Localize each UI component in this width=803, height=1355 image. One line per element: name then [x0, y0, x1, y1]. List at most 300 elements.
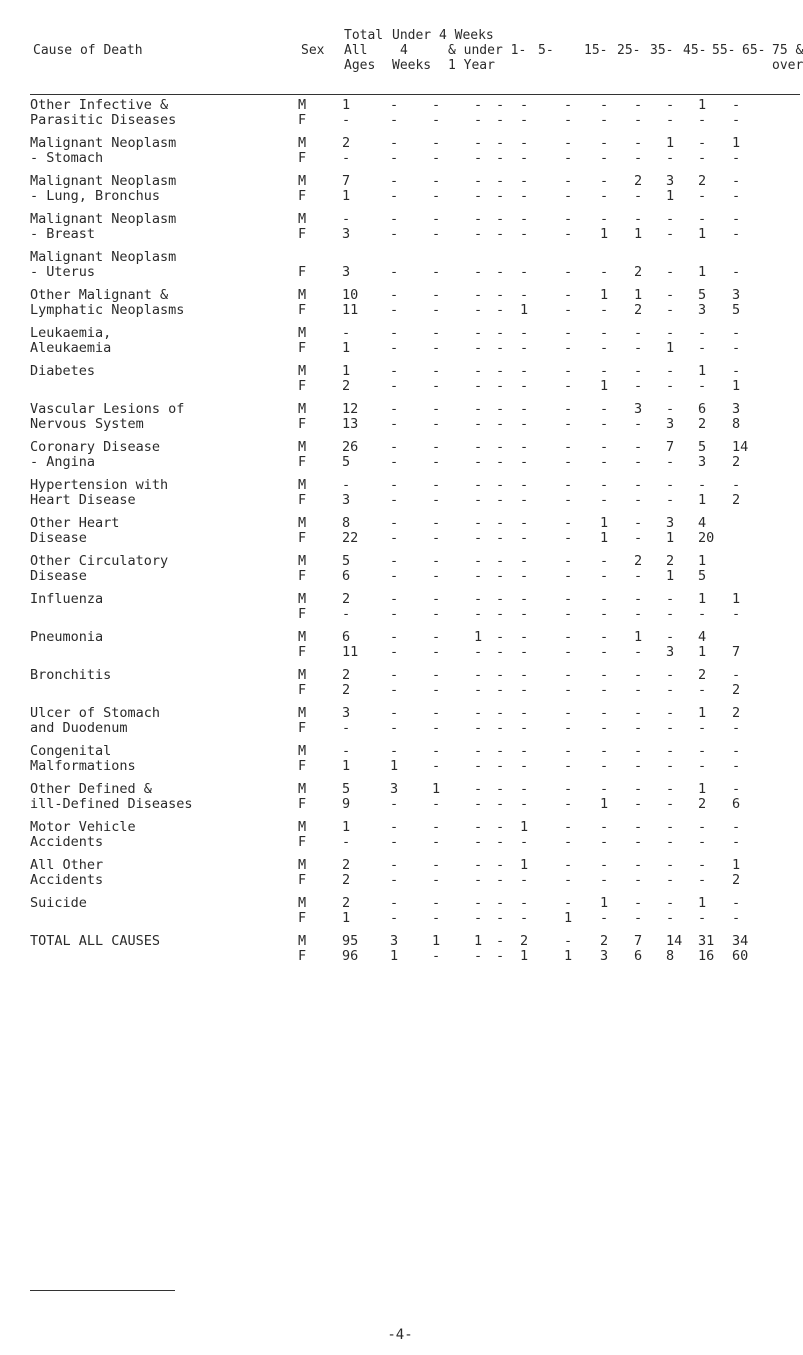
value-cell: 1 [342, 97, 351, 113]
value-cell: - [496, 150, 505, 166]
value-cell: - [496, 591, 505, 607]
value-cell [634, 250, 666, 265]
value-cell: 5 [698, 439, 707, 455]
sex-cell: M [298, 477, 307, 493]
value-cell: - [520, 363, 529, 379]
value-cell: - [564, 112, 573, 128]
value-cell: - [666, 705, 675, 721]
table-row [30, 592, 770, 607]
value-cell: - [564, 211, 573, 227]
value-cell: 2 [342, 667, 351, 683]
cause-cell [30, 911, 298, 926]
value-cell: - [520, 682, 529, 698]
cause-cell: Ulcer of Stomach [30, 705, 161, 721]
value-cell: - [634, 591, 643, 607]
table-row [30, 835, 770, 850]
value-cell: - [432, 553, 441, 569]
sex-cell: M [298, 439, 307, 455]
value-cell: - [732, 477, 741, 493]
value-cell: - [634, 743, 643, 759]
value-cell: - [496, 819, 505, 835]
value-cell: - [390, 910, 399, 926]
value-cell: - [474, 705, 483, 721]
value-cell: - [732, 150, 741, 166]
value-cell: 1 [600, 796, 609, 812]
value-cell: - [698, 910, 707, 926]
value-cell: - [496, 188, 505, 204]
value-cell: - [496, 758, 505, 774]
sex-cell: F [298, 492, 307, 508]
cause-cell: - Uterus [30, 264, 96, 280]
value-cell: - [432, 378, 441, 394]
value-cell: - [432, 872, 441, 888]
table-row [30, 569, 770, 584]
value-cell: 1 [698, 97, 707, 113]
header-sex: Sex [301, 43, 325, 58]
value-cell: - [474, 264, 483, 280]
value-cell: 22 [342, 530, 359, 546]
cause-cell: Parasitic Diseases [30, 112, 177, 128]
value-cell: - [564, 606, 573, 622]
value-cell: - [666, 667, 675, 683]
sex-cell: M [298, 743, 307, 759]
value-cell: - [634, 530, 643, 546]
value-cell: - [432, 743, 441, 759]
value-cell: 1 [732, 135, 741, 151]
value-cell: - [496, 302, 505, 318]
value-cell: - [474, 150, 483, 166]
value-cell: - [732, 226, 741, 242]
value-cell: - [634, 819, 643, 835]
value-cell: 2 [634, 173, 643, 189]
value-cell: - [496, 872, 505, 888]
value-cell: - [666, 401, 675, 417]
value-cell: 2 [698, 667, 707, 683]
table-row [30, 303, 770, 318]
value-cell: - [390, 340, 399, 356]
value-cell: 3 [698, 454, 707, 470]
value-cell: - [474, 302, 483, 318]
value-cell: - [496, 325, 505, 341]
value-cell: - [390, 819, 399, 835]
value-cell: 8 [666, 948, 675, 964]
value-cell: - [432, 720, 441, 736]
value-cell: 1 [732, 591, 741, 607]
value-cell: - [520, 910, 529, 926]
value-cell: - [432, 705, 441, 721]
value-cell: - [600, 705, 609, 721]
value-cell: 1 [564, 948, 573, 964]
value-cell: - [432, 644, 441, 660]
value-cell: - [496, 530, 505, 546]
value-cell: - [634, 796, 643, 812]
value-cell: - [634, 705, 643, 721]
value-cell: - [390, 872, 399, 888]
value-cell: - [732, 834, 741, 850]
value-cell: 1 [698, 553, 707, 569]
value-cell: - [474, 325, 483, 341]
value-cell: - [564, 173, 573, 189]
value-cell: - [732, 188, 741, 204]
row-spacer [30, 622, 770, 630]
value-cell: 8 [732, 416, 741, 432]
value-cell [520, 250, 564, 265]
value-cell: - [698, 682, 707, 698]
value-cell: - [520, 530, 529, 546]
value-cell: 2 [520, 933, 529, 949]
row-spacer [30, 736, 770, 744]
table-row [30, 227, 770, 242]
cause-cell: Disease [30, 568, 87, 584]
sex-cell: F [298, 948, 307, 964]
value-cell: - [474, 112, 483, 128]
table-row [30, 721, 770, 736]
table-row [30, 136, 770, 151]
value-cell: 1 [520, 819, 529, 835]
value-cell: - [432, 910, 441, 926]
value-cell: 6 [342, 568, 351, 584]
value-cell: - [496, 553, 505, 569]
sex-cell: F [298, 302, 307, 318]
value-cell: 3 [390, 781, 399, 797]
value-cell: - [474, 819, 483, 835]
value-cell: 1 [600, 226, 609, 242]
value-cell: - [564, 781, 573, 797]
cause-cell: Influenza [30, 591, 104, 607]
sex-cell: M [298, 135, 307, 151]
value-cell: 1 [342, 188, 351, 204]
value-cell: - [390, 97, 399, 113]
value-cell: - [732, 895, 741, 911]
value-cell: - [342, 211, 351, 227]
value-cell [732, 569, 770, 584]
value-cell: - [432, 439, 441, 455]
value-cell: - [474, 97, 483, 113]
table-row [30, 250, 770, 265]
table-row [30, 516, 770, 531]
value-cell: - [474, 910, 483, 926]
value-cell: - [432, 211, 441, 227]
header-age-55: 55- [712, 43, 736, 58]
value-cell: 1 [520, 948, 529, 964]
table-row [30, 189, 770, 204]
value-cell: - [634, 720, 643, 736]
value-cell: - [520, 720, 529, 736]
value-cell: - [634, 325, 643, 341]
value-cell: - [666, 819, 675, 835]
value-cell: 2 [698, 416, 707, 432]
value-cell: - [634, 188, 643, 204]
value-cell: - [666, 226, 675, 242]
value-cell: 13 [342, 416, 359, 432]
cause-cell: Nervous System [30, 416, 144, 432]
value-cell: - [666, 629, 675, 645]
value-cell [474, 250, 496, 265]
spacer-cell [30, 584, 770, 592]
value-cell: 5 [342, 781, 351, 797]
value-cell: 1 [634, 287, 643, 303]
value-cell: - [474, 553, 483, 569]
value-cell: - [600, 644, 609, 660]
sex-cell: M [298, 325, 307, 341]
value-cell: - [564, 682, 573, 698]
value-cell: 1 [600, 530, 609, 546]
value-cell: - [564, 644, 573, 660]
value-cell: - [390, 796, 399, 812]
value-cell: - [666, 150, 675, 166]
value-cell: - [666, 378, 675, 394]
cause-cell: - Stomach [30, 150, 104, 166]
sex-cell: F [298, 530, 307, 546]
value-cell: - [474, 454, 483, 470]
total-underline [30, 1290, 175, 1291]
value-cell: - [474, 401, 483, 417]
value-cell: 1 [666, 188, 675, 204]
value-cell: - [564, 477, 573, 493]
value-cell: - [600, 758, 609, 774]
value-cell: 1 [698, 492, 707, 508]
cause-cell: - Angina [30, 454, 96, 470]
value-cell: - [520, 796, 529, 812]
value-cell: - [496, 895, 505, 911]
value-cell: - [666, 682, 675, 698]
value-cell: - [432, 796, 441, 812]
value-cell: - [496, 173, 505, 189]
header-age-25: 25- [617, 43, 641, 58]
sex-cell: F [298, 720, 307, 736]
value-cell: 95 [342, 933, 359, 949]
value-cell: - [432, 325, 441, 341]
value-cell: - [564, 401, 573, 417]
value-cell: - [432, 591, 441, 607]
cause-cell [30, 949, 298, 964]
table-row [30, 98, 770, 113]
value-cell: 2 [634, 264, 643, 280]
value-cell: 3 [390, 933, 399, 949]
value-cell: - [496, 933, 505, 949]
header-age-75: 75 & [772, 43, 803, 58]
table-row [30, 782, 770, 797]
value-cell: 1 [634, 629, 643, 645]
cause-cell [30, 645, 298, 660]
value-cell: 2 [342, 872, 351, 888]
value-cell [496, 250, 520, 265]
value-cell: - [698, 150, 707, 166]
value-cell: 3 [698, 302, 707, 318]
value-cell: - [390, 226, 399, 242]
value-cell: - [432, 682, 441, 698]
value-cell: - [390, 211, 399, 227]
value-cell: 7 [634, 933, 643, 949]
value-cell: - [496, 340, 505, 356]
table-row [30, 645, 770, 660]
sex-cell: M [298, 781, 307, 797]
value-cell: - [432, 363, 441, 379]
value-cell: - [634, 606, 643, 622]
value-cell: - [496, 781, 505, 797]
value-cell: 3 [666, 173, 675, 189]
value-cell: - [634, 667, 643, 683]
value-cell: - [496, 211, 505, 227]
value-cell: 31 [698, 933, 715, 949]
sex-cell: M [298, 515, 307, 531]
value-cell: 5 [698, 287, 707, 303]
value-cell: - [390, 834, 399, 850]
value-cell: 1 [342, 910, 351, 926]
value-cell: 4 [698, 629, 707, 645]
value-cell: 11 [342, 644, 359, 660]
value-cell: 3 [732, 401, 741, 417]
value-cell: - [600, 819, 609, 835]
value-cell: - [474, 682, 483, 698]
value-cell: - [520, 97, 529, 113]
spacer-cell [30, 318, 770, 326]
value-cell: - [520, 439, 529, 455]
cause-cell: Suicide [30, 895, 87, 911]
value-cell: - [698, 606, 707, 622]
value-cell: - [600, 173, 609, 189]
value-cell: - [732, 340, 741, 356]
value-cell: - [564, 439, 573, 455]
value-cell: - [342, 720, 351, 736]
value-cell: - [390, 112, 399, 128]
value-cell: - [474, 872, 483, 888]
sex-cell: M [298, 591, 307, 607]
cause-cell: Hypertension with [30, 477, 169, 493]
value-cell: - [600, 135, 609, 151]
value-cell: 1 [390, 948, 399, 964]
value-cell: - [520, 264, 529, 280]
value-cell: - [432, 287, 441, 303]
value-cell: - [432, 112, 441, 128]
value-cell: - [698, 325, 707, 341]
value-cell: - [564, 895, 573, 911]
value-cell: 3 [342, 492, 351, 508]
table-row [30, 607, 770, 622]
value-cell: 1 [698, 591, 707, 607]
value-cell: 26 [342, 439, 359, 455]
value-cell: - [342, 743, 351, 759]
value-cell: 1 [698, 644, 707, 660]
value-cell: - [390, 135, 399, 151]
value-cell: 20 [698, 530, 715, 546]
value-cell: - [564, 629, 573, 645]
value-cell: - [634, 112, 643, 128]
value-cell: - [520, 150, 529, 166]
value-cell: 2 [732, 705, 741, 721]
sex-cell: F [298, 796, 307, 812]
cause-cell [30, 607, 298, 622]
value-cell: - [342, 112, 351, 128]
value-cell: 2 [342, 135, 351, 151]
sex-cell: F [298, 112, 307, 128]
value-cell: 1 [698, 264, 707, 280]
value-cell: 1 [600, 287, 609, 303]
row-spacer [30, 888, 770, 896]
value-cell: 10 [342, 287, 359, 303]
value-cell: - [390, 895, 399, 911]
value-cell: - [390, 439, 399, 455]
cause-cell: Malignant Neoplasm [30, 211, 177, 227]
value-cell: - [732, 363, 741, 379]
value-cell: - [634, 97, 643, 113]
value-cell: - [520, 378, 529, 394]
value-cell: - [520, 834, 529, 850]
cause-cell [30, 683, 298, 698]
value-cell: 12 [342, 401, 359, 417]
value-cell: - [496, 363, 505, 379]
value-cell: - [474, 591, 483, 607]
value-cell: - [390, 454, 399, 470]
value-cell: - [564, 568, 573, 584]
cause-cell: Other Malignant & [30, 287, 169, 303]
value-cell: - [634, 135, 643, 151]
value-cell: - [432, 97, 441, 113]
value-cell: - [732, 264, 741, 280]
value-cell: - [432, 188, 441, 204]
value-cell: - [564, 796, 573, 812]
header-under4-line2: 4 [400, 43, 408, 58]
value-cell: - [390, 644, 399, 660]
value-cell: - [520, 705, 529, 721]
value-cell: - [474, 606, 483, 622]
value-cell: 7 [732, 644, 741, 660]
value-cell [732, 630, 770, 645]
value-cell: - [600, 325, 609, 341]
value-cell: - [432, 667, 441, 683]
value-cell: - [474, 743, 483, 759]
spacer-cell [30, 736, 770, 744]
value-cell [732, 516, 770, 531]
value-cell: - [520, 401, 529, 417]
value-cell: 14 [732, 439, 749, 455]
value-cell: - [666, 606, 675, 622]
table-row [30, 364, 770, 379]
spacer-cell [30, 888, 770, 896]
value-cell: - [564, 264, 573, 280]
header-age-45: 45- [683, 43, 707, 58]
value-cell: 3 [666, 644, 675, 660]
row-spacer [30, 508, 770, 516]
value-cell: - [520, 477, 529, 493]
value-cell: - [496, 378, 505, 394]
row-spacer [30, 356, 770, 364]
value-cell: - [564, 667, 573, 683]
value-cell: - [634, 515, 643, 531]
value-cell: 1 [474, 933, 483, 949]
value-cell: - [600, 667, 609, 683]
value-cell: - [496, 796, 505, 812]
value-cell: - [496, 667, 505, 683]
value-cell: - [666, 781, 675, 797]
spacer-cell [30, 660, 770, 668]
value-cell: - [600, 781, 609, 797]
value-cell: 1 [698, 705, 707, 721]
value-cell: 1 [600, 895, 609, 911]
value-cell: - [496, 264, 505, 280]
value-cell: - [698, 857, 707, 873]
value-cell: - [600, 743, 609, 759]
value-cell: 3 [732, 287, 741, 303]
value-cell: - [634, 895, 643, 911]
value-cell: - [390, 720, 399, 736]
value-cell: - [564, 720, 573, 736]
cause-cell: Motor Vehicle [30, 819, 136, 835]
value-cell: - [474, 857, 483, 873]
value-cell: - [600, 150, 609, 166]
value-cell: 1 [520, 857, 529, 873]
value-cell: 1 [432, 781, 441, 797]
